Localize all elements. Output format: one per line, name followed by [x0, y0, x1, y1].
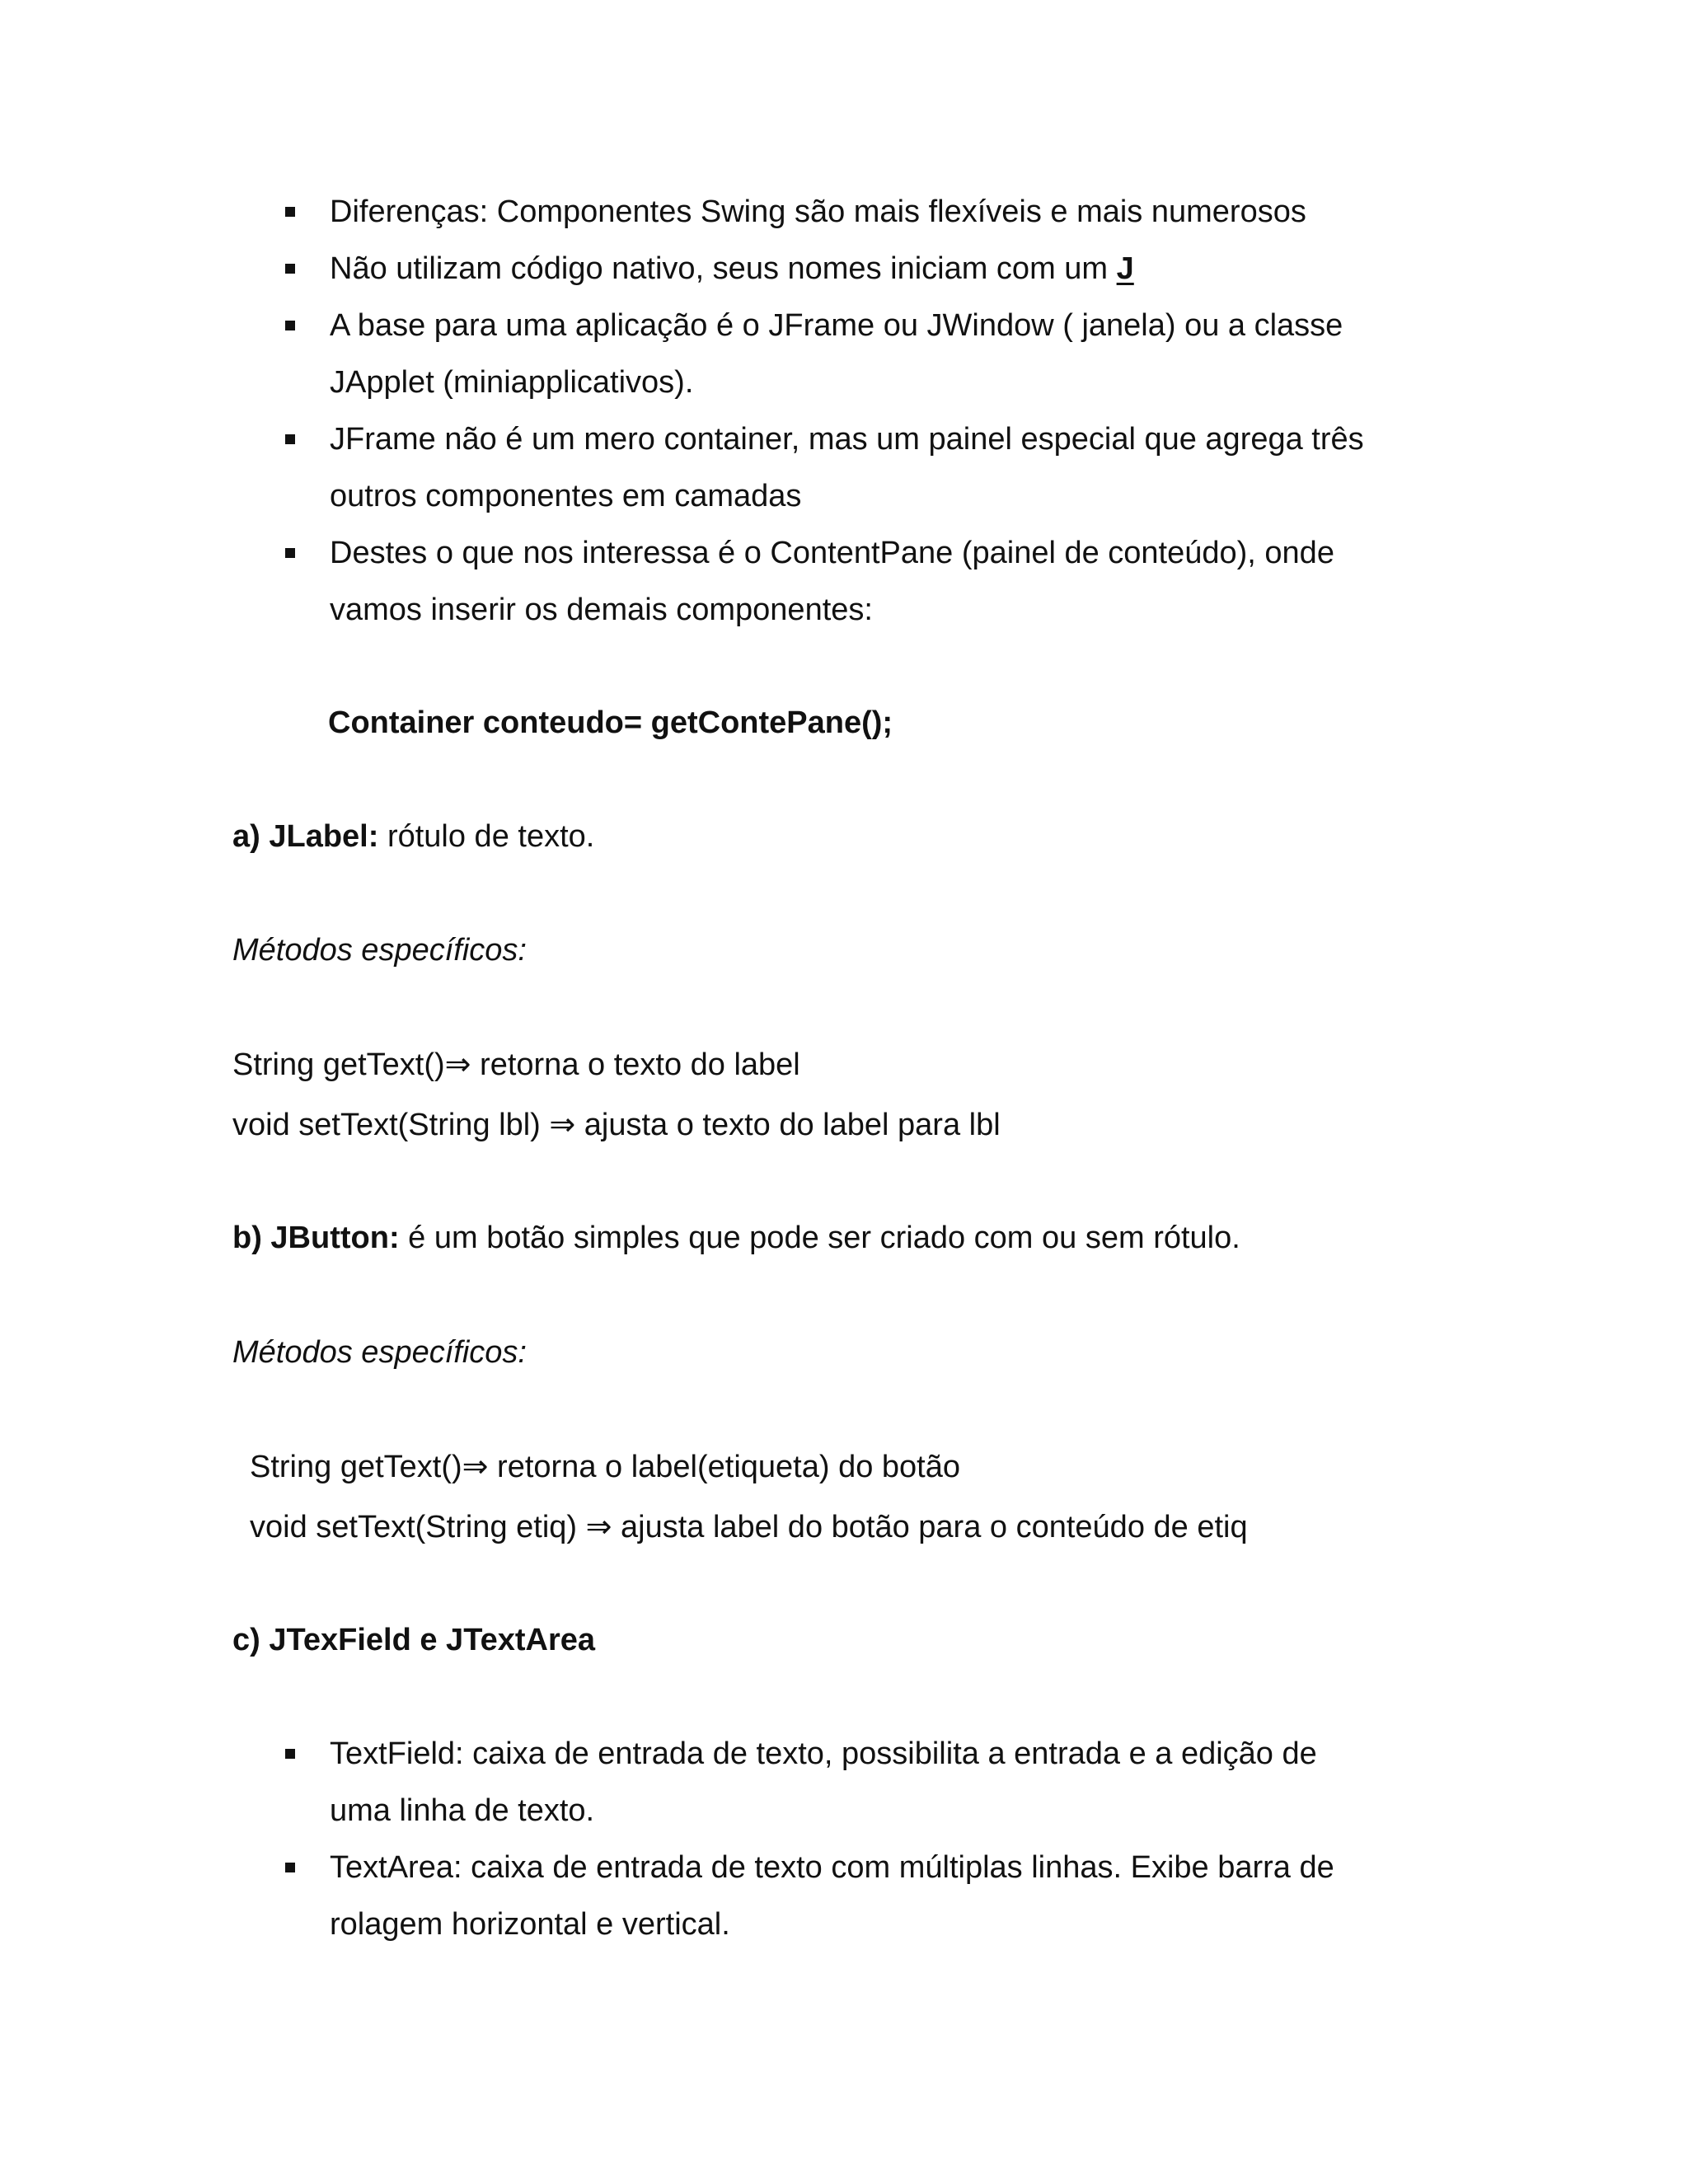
bullet-text-continuation: vamos inserir os demais componentes: [330, 593, 873, 627]
section-a-method: String getText()⇒ retorna o texto do label [232, 1047, 800, 1082]
bullet-marker [285, 434, 295, 444]
section-a-methods-title: Métodos específicos: [232, 933, 527, 968]
bullet-text: Diferenças: Componentes Swing são mais flexíveis e mais numerosos [330, 194, 1306, 229]
section-b-method: String getText()⇒ retorna o label(etiqueta) do botão [250, 1450, 960, 1484]
section-a-method: void setText(String lbl) ⇒ ajusta o texto do label para lbl [232, 1108, 1001, 1142]
bullet-text: Destes o que nos interessa é o ContentPane (painel de conteúdo), onde [330, 536, 1334, 570]
bullet-marker [285, 1749, 295, 1759]
bullet-marker [285, 207, 295, 217]
section-b-method: void setText(String etiq) ⇒ ajusta label do botão para o conteúdo de etiq [250, 1510, 1248, 1544]
bullet-text: A base para uma aplicação é o JFrame ou JWindow ( janela) ou a classe [330, 308, 1343, 343]
bullet-text-continuation: outros componentes em camadas [330, 479, 802, 513]
section-a-heading: a) JLabel: [232, 819, 379, 854]
bullet-text: TextArea: caixa de entrada de texto com múltiplas linhas. Exibe barra de [330, 1850, 1334, 1885]
bullet-text-main: Não utilizam código nativo, seus nomes iniciam com um [330, 251, 1117, 286]
section-a-description: rótulo de texto. [378, 819, 595, 854]
bullet-marker [285, 1863, 295, 1872]
section-b-methods-title: Métodos específicos: [232, 1335, 527, 1370]
section-c-heading: c) JTexField e JTextArea [232, 1623, 596, 1657]
bullet-text: TextField: caixa de entrada de texto, possibilita a entrada e a edição de [330, 1736, 1317, 1771]
code-line: Container conteudo= getContePane(); [328, 705, 893, 740]
bullet-marker [285, 548, 295, 558]
section-b-description: é um botão simples que pode ser criado com ou sem rótulo. [399, 1221, 1240, 1255]
bullet-text: JFrame não é um mero container, mas um painel especial que agrega três [330, 422, 1364, 457]
emphasized-letter: J [1116, 251, 1134, 286]
section-a-heading-line [232, 817, 594, 856]
bullet-text [330, 249, 1134, 288]
bullet-text-continuation: uma linha de texto. [330, 1793, 595, 1828]
bullet-text-continuation: rolagem horizontal e vertical. [330, 1907, 730, 1942]
bullet-text-continuation: JApplet (miniapplicativos). [330, 365, 694, 400]
section-b-heading-line [232, 1218, 1240, 1258]
section-b-heading: b) JButton: [232, 1221, 400, 1255]
bullet-marker [285, 321, 295, 330]
bullet-marker [285, 264, 295, 274]
